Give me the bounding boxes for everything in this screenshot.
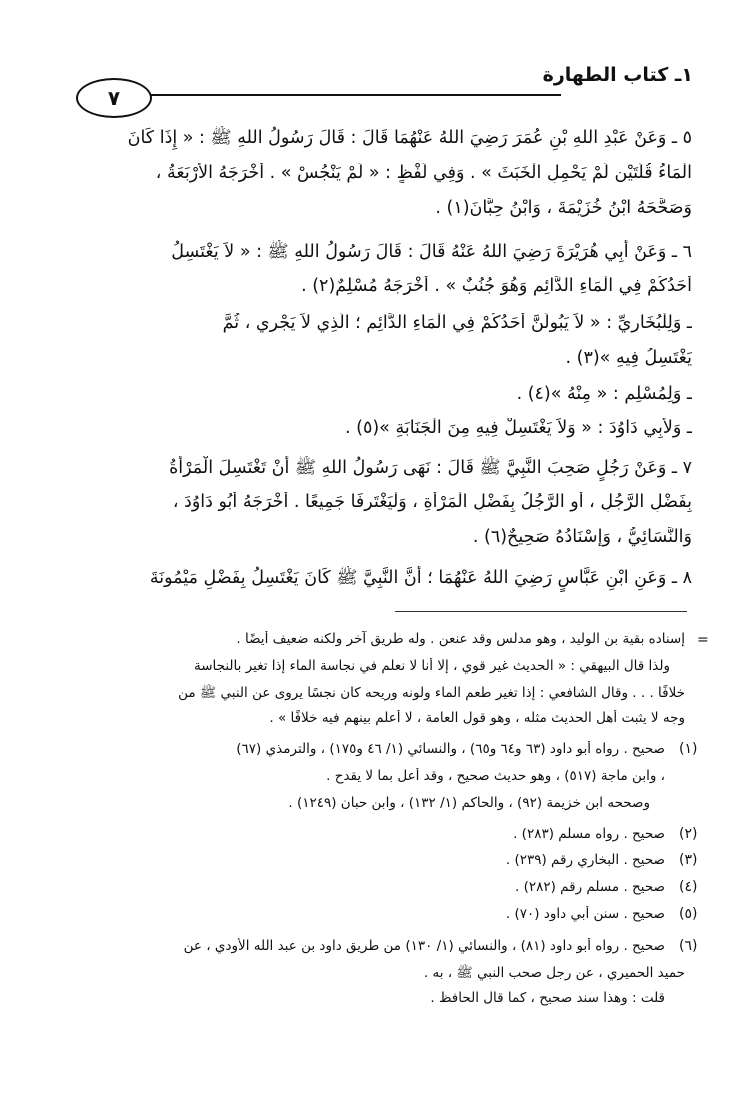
continuation-mark: = [697,632,709,648]
footnote-line: إسناده بقية بن الوليد ، وهو مدلس وقد عنعن . وله طريق آخر ولكنه ضعيف أيضًا . [236,631,685,647]
text-line: ٧ ـ وَعَنْ رَجُلٍ صَحِبَ النَّبِيَّ ﷺ قَالَ : نَهَى رَسُولُ اللهِ ﷺ أَنْ تَغْتَسِلَ الْمَرْأَةُ [169,458,692,478]
footnote-line: صحيح . البخاري رقم (٢٣٩) . [505,852,665,868]
footnote-line: صحيح . رواه مسلم (٢٨٣) . [513,826,665,842]
footnote-line: صحيح . رواه أبو داود (٦٣ و٦٤ و٦٥) ، والنسائي (١/ ٤٦ و١٧٥) ، والترمذي (٦٧) [236,741,665,757]
footnote-number: (٤) [679,879,698,895]
text-line: ـ وَلِمُسْلِمٍ : « مِنْهُ »(٤) . [516,384,692,404]
footnote-number: (٢) [679,826,698,842]
footnote-line: خلافًا . . . وقال الشافعي : إذا تغير طعم الماء ولونه وريحه كان نجسًا يروى عن النبي ﷺ من [178,685,685,701]
text-line: بِفَضْلِ الرَّجُلِ ، أَوِ الرَّجُلُ بِفَضْلِ الْمَرْأَةِ ، وَلْيَغْتَرِفَا جَمِيعًا . أَخْرَجَهُ أَبُو دَاوُدَ ، [172,492,692,512]
footnote-line: صحيح . مسلم رقم (٢٨٢) . [515,879,665,895]
footnote-number: (١) [679,741,698,757]
footnote-divider [395,611,687,612]
footnote-line: ولذا قال البيهقي : « الحديث غير قوي ، إلا أنا لا نعلم في نجاسة الماء إذا تغير بالنجاسة [193,658,670,674]
footnote-line: حميد الحميري ، عن رجل صحب النبي ﷺ ، به . [423,965,685,981]
footnote-line: ، وابن ماجة (٥١٧) ، وهو حديث صحيح ، وقد أعل بما لا يقدح . [326,768,665,784]
footnote-line: وصححه ابن خزيمة (٩٢) ، والحاكم (١/ ١٣٢) ، وابن حبان (١٢٤٩) . [288,795,650,811]
text-line: وَصَحَّحَهُ ابْنُ خُزَيْمَةَ ، وَابْنُ حِبَّانَ(١) . [435,198,692,218]
text-line: وَالنَّسَائِيُّ ، وَإِسْنَادُهُ صَحِيحٌ(٦) . [472,527,692,547]
text-line: أَحَدُكُمْ فِي الْمَاءِ الدَّائِمِ وَهُوَ جُنُبٌ » . أَخْرَجَهُ مُسْلِمٌ(٢) . [301,276,692,296]
footnote-line: صحيح . رواه أبو داود (٨١) ، والنسائي (١/ ١٣٠) من طريق داود بن عبد الله الأودي ، عن [183,938,665,954]
text-line: ٥ ـ وَعَنْ عَبْدِ اللهِ بْنِ عُمَرَ رَضِيَ اللهُ عَنْهُمَا قَالَ : قَالَ رَسُولُ اللهِ ﷺ : « إِذَا كَانَ [127,128,692,148]
chapter-title: ١ـ كتاب الطهارة [542,64,693,86]
text-line: الْمَاءُ قُلَّتَيْنِ لَمْ يَحْمِلِ الْخَبَثَ » . وَفِي لَفْظٍ : « لَمْ يَنْجُسْ » . أَخْرَجَهُ الأَرْبَعَةُ ، [155,163,692,183]
footnote-number: (٦) [679,938,698,954]
text-line: ـ وَلِلْبُخَارِيِّ : « لاَ يَبُولَنَّ أَحَدُكُمْ فِي الْمَاءِ الدَّائِمِ ؛ الَّذِي لاَ يَجْرِي ، ثُمَّ [222,313,692,333]
text-line: ٨ ـ وَعَنِ ابْنِ عَبَّاسٍ رَضِيَ اللهُ عَنْهُمَا ؛ أَنَّ النَّبِيَّ ﷺ كَانَ يَغْتَسِلُ بِفَضْلِ مَيْمُونَةَ [149,568,692,588]
text-line: يَغْتَسِلُ فِيهِ »(٣) . [565,348,692,368]
main-text [80,0,692,600]
footnote-line: صحيح . سنن أبي داود (٧٠) . [505,906,665,922]
footnote-line: قلت : وهذا سند صحيح ، كما قال الحافظ . [430,990,665,1006]
text-line: ـ وَلأَبِي دَاوُدَ : « وَلاَ يَغْتَسِلْ فِيهِ مِنَ الْجَنَابَةِ »(٥) . [344,418,692,438]
footnote-number: (٥) [679,906,698,922]
footnote-line: وجه لا يثبت أهل الحديث مثله ، وهو قول العامة ، لا أعلم بينهم فيه خلافًا » . [269,710,685,726]
page-number: ٧ [76,78,152,118]
footnote-number: (٣) [679,852,698,868]
text-line: ٦ ـ وَعَنْ أَبِي هُرَيْرَةَ رَضِيَ اللهُ عَنْهُ قَالَ : قَالَ رَسُولُ اللهِ ﷺ : « لاَ يَغْتَسِلُ [171,242,692,262]
